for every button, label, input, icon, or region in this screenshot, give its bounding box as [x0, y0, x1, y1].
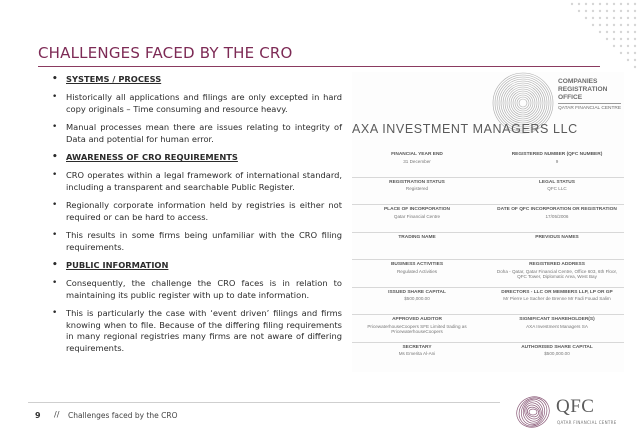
certificate-field-left — [352, 152, 482, 164]
certificate-field-value: Regulated Activities — [396, 268, 438, 274]
certificate-field-label: APPROVED AUDITOR — [392, 317, 442, 322]
bullet-item: • Regionally corporate information held by registries is either not required or can be hard to access. — [52, 200, 342, 223]
page-number: 9 — [35, 411, 41, 420]
certificate-row-divider — [352, 259, 624, 260]
certificate-row — [352, 180, 624, 202]
certificate-field-left — [352, 317, 482, 334]
footer-divider — [28, 402, 500, 403]
certificate-field-left — [352, 345, 482, 357]
certificate-field-value: $500,000.00 — [544, 351, 570, 357]
certificate-row-divider — [352, 232, 624, 233]
certificate-row — [352, 262, 624, 284]
footer-title: Challenges faced by the CRO — [68, 411, 178, 420]
certificate-field-right — [492, 290, 622, 302]
certificate-field-label: DATE OF QFC INCORPORATION OR REGISTRATION — [497, 207, 617, 212]
certificate-field-value: 31 December — [403, 158, 431, 164]
certificate-field-right — [492, 235, 622, 242]
certificate-row — [352, 345, 624, 367]
certificate-field-left — [352, 262, 482, 274]
certificate-field-left — [352, 207, 482, 219]
certificate-field-right — [492, 345, 622, 357]
certificate-field-right — [492, 262, 622, 279]
certificate-field-value: $500,000.00 — [404, 296, 430, 302]
certificate-field-value: Ms Emerita Al-Ani — [398, 351, 436, 357]
certificate-field-label: FINANCIAL YEAR END — [391, 152, 443, 157]
certificate-field-value: 17/05/2006 — [545, 213, 569, 219]
certificate-field-label: REGISTRATION STATUS — [389, 179, 445, 185]
bullet-heading-systems: • SYSTEMS / PROCESS — [52, 74, 342, 86]
certificate-field-value: Doha - Qatar, Qatar Financial Centre, Office 603, 6th Floor, QFC Tower, Diplomatic Area, West Bay — [496, 268, 618, 279]
certificate-row — [352, 207, 624, 229]
certificate-field-label: SECRETARY — [402, 344, 432, 350]
certificate-field-label: SIGNIFICANT SHAREHOLDER(S) — [519, 317, 595, 322]
certificate-row — [352, 235, 624, 257]
certificate-field-label: LEGAL STATUS — [539, 179, 575, 185]
bullet-item: • Historically all applications and filings are only excepted in hard copy originals – Time consuming and resource heavy. — [52, 92, 342, 115]
footer-separator: // — [54, 410, 60, 419]
certificate-field-label: PREVIOUS NAMES — [535, 234, 579, 240]
cro-office-name: COMPANIES REGISTRATION OFFICE QATAR FINANCIAL CENTRE — [558, 78, 622, 111]
bullet-list — [52, 74, 342, 361]
certificate-row-divider — [352, 314, 624, 315]
certificate-row — [352, 317, 624, 339]
certificate-field-left — [352, 290, 482, 302]
bullet-item: • Manual processes mean there are issues relating to integrity of Data and potential for human error. — [52, 122, 342, 145]
certificate-field-label: TRADING NAME — [398, 234, 436, 240]
bullet-heading-public-info: • PUBLIC INFORMATION — [52, 260, 342, 272]
certificate-field-value: QFC LLC — [547, 186, 567, 192]
bullet-item: • This is particularly the case with ‘event driven’ filings and firms knowing when to file. Because of the differing filing requirements in many regional registries many firms are not aware of differing requirements. — [52, 308, 342, 354]
certificate-field-value: 9 — [555, 158, 559, 164]
certificate-field-right — [492, 317, 622, 329]
certificate-field-label: DIRECTORS - LLC OR MEMBERS LLP, LP OR GP — [501, 289, 613, 295]
certificate-field-value: Registered — [405, 186, 429, 192]
certificate-row — [352, 290, 624, 312]
certificate-field-left — [352, 235, 482, 242]
bullet-item: • CRO operates within a legal framework of international standard, including a transparent and searchable Public Register. — [52, 170, 342, 193]
bullet-item: • Consequently, the challenge the CRO faces is in relation to maintaining its public register with up to date information. — [52, 278, 342, 301]
certificate-field-value: PricewaterhouseCoopers SFE Limited trading as PricewaterhouseCoopers — [367, 323, 467, 334]
company-name: AXA INVESTMENT MANAGERS LLC — [352, 122, 578, 136]
certificate-field-value: Mr Pierre Le Sacher de Brenne Mr Fadi Fouad Salim — [503, 296, 611, 302]
certificate-field-value: Qatar Financial Centre — [393, 213, 441, 219]
certificate-field-label: PLACE OF INCORPORATION — [383, 207, 450, 212]
certificate-field-right — [492, 207, 622, 219]
corner-dot-pattern — [568, 0, 638, 70]
qfc-logo-text: QFC — [556, 396, 595, 417]
qfc-logo-subtitle: QATAR FINANCIAL CENTRE — [557, 420, 617, 425]
certificate-field-label: REGISTERED ADDRESS — [529, 262, 585, 267]
certificate-row-divider — [352, 204, 624, 205]
bullet-item: • This results in some firms being unfamiliar with the CRO filing requirements. — [52, 230, 342, 253]
certificate-row-divider — [352, 177, 624, 178]
slide-title: CHALLENGES FACED BY THE CRO — [38, 44, 293, 62]
qfc-logo-icon — [515, 394, 551, 430]
bullet-heading-awareness: • AWARENESS OF CRO REQUIREMENTS — [52, 152, 342, 164]
certificate-field-right — [492, 180, 622, 192]
certificate-field-label: BUSINESS ACTIVITIES — [390, 262, 444, 267]
title-divider — [38, 66, 600, 67]
certificate-row-divider — [352, 287, 624, 288]
registration-certificate-image — [352, 72, 624, 372]
certificate-field-left — [352, 180, 482, 192]
certificate-field-label: AUTHORISED SHARE CAPITAL — [521, 344, 593, 350]
certificate-row — [352, 152, 624, 174]
certificate-field-label: REGISTERED NUMBER (QFC NUMBER) — [511, 152, 603, 157]
certificate-field-label: ISSUED SHARE CAPITAL — [388, 289, 446, 295]
certificate-row-divider — [352, 342, 624, 343]
certificate-field-right — [492, 152, 622, 164]
certificate-field-value: AXA Investment Managers SA — [526, 323, 588, 329]
